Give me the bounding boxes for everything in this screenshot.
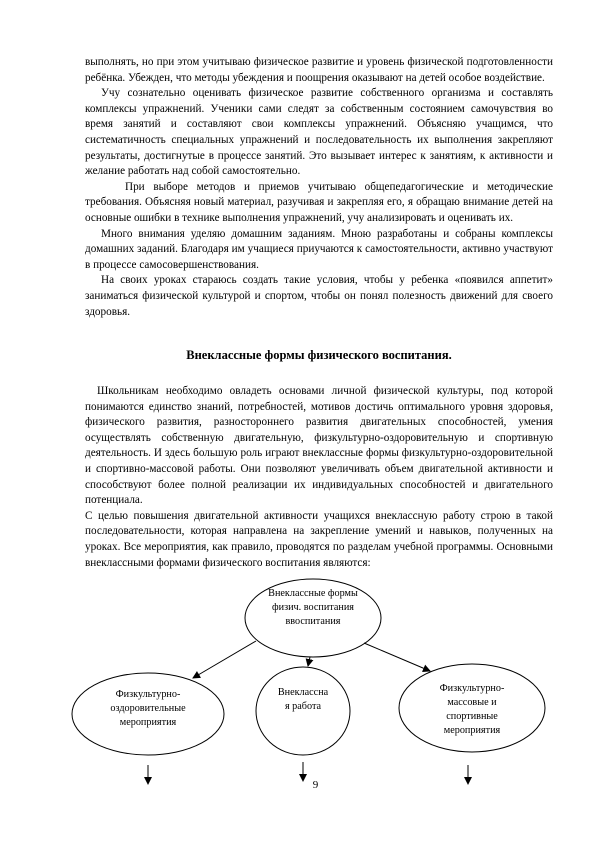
arrow-root-right [364,643,430,671]
paragraph: Школьникам необходимо овладеть основами личной физической культуры, под которой понимаются единство знаний, потребностей, мотивов достичь оптимального уровня здоровья, физического развития, разностороннего развития двигательных способностей, умения осуществлять собственную двигательную, физкультурно-оздоровительную и спортивную деятельность. И здесь большую роль играют внеклассные формы физкультурно-оздоровительной и спортивно-массовой работы. Они позволяют увеличивать объем двигательной активности и способствуют более полной реализации их индивидуальных способностей и двигательного потенциала. [85,385,553,507]
paragraph: С целью повышения двигательной активности учащихся внеклассную работу строю в такой последовательности, которая направлена на закрепление умений и навыков, полученных на уроках. Все мероприятия, как правило, проводятся по разделам учебной программы. Основными внеклассными формами физического воспитания являются: [85,509,553,569]
paragraph: Много внимания уделяю домашним заданиям. Мною разработаны и собраны комплексы домашних заданий. Благодаря им учащиеся приучаются к самостоятельности, активно участвуют в процессе самосовершенствования. [85,227,553,271]
diagram-root-label: Внеклассные формы физич. воспитания ввоспитания [268,588,358,627]
diagram-right-label: Физкультурно-массовые и спортивные мероприятия [439,683,505,736]
paragraph: выполнять, но при этом учитываю физическое развитие и уровень физической подготовленности ребёнка. Убежден, что методы убеждения и поощрения оказывают на детей особое воздействие. [85,56,553,84]
arrow-root-center [308,657,310,666]
paragraph: При выборе методов и приемов учитываю общепедагогические и методические требования. Объясняя новый материал, разучивая и закрепляя его, я обращаю внимание детей на основные ошибки в технике выполнения упражнений, учу анализировать и оценивать их. [85,180,553,224]
section-heading: Внеклассные формы физического воспитания. [186,348,452,362]
paragraph: На своих уроках стараюсь создать такие условия, чтобы у ребенка «появился аппетит» заниматься физической культурой и спортом, чтобы он понял полезность движений для своего здоровья. [85,274,553,318]
paragraph: Учу сознательно оценивать физическое развитие собственного организма и составлять комплексы упражнений. Ученики сами следят за собственным состоянием самочувствия во время занятий и составляют свои комплексы упражнений. Объясняю учащимся, что систематичность специальных упражнений и последовательность их выполнения закрепляют результаты, достигнутые в процессе занятий. Это вызывает интерес к занятиям, к активности и желание работать над собой самостоятельно. [85,87,553,178]
diagram-center-label: Внеклассная работа [277,687,329,712]
arrow-root-left [193,641,256,678]
page-number: 9 [312,779,319,791]
diagram-left-label: Физкультурно-оздоровительные мероприятия [110,689,186,728]
